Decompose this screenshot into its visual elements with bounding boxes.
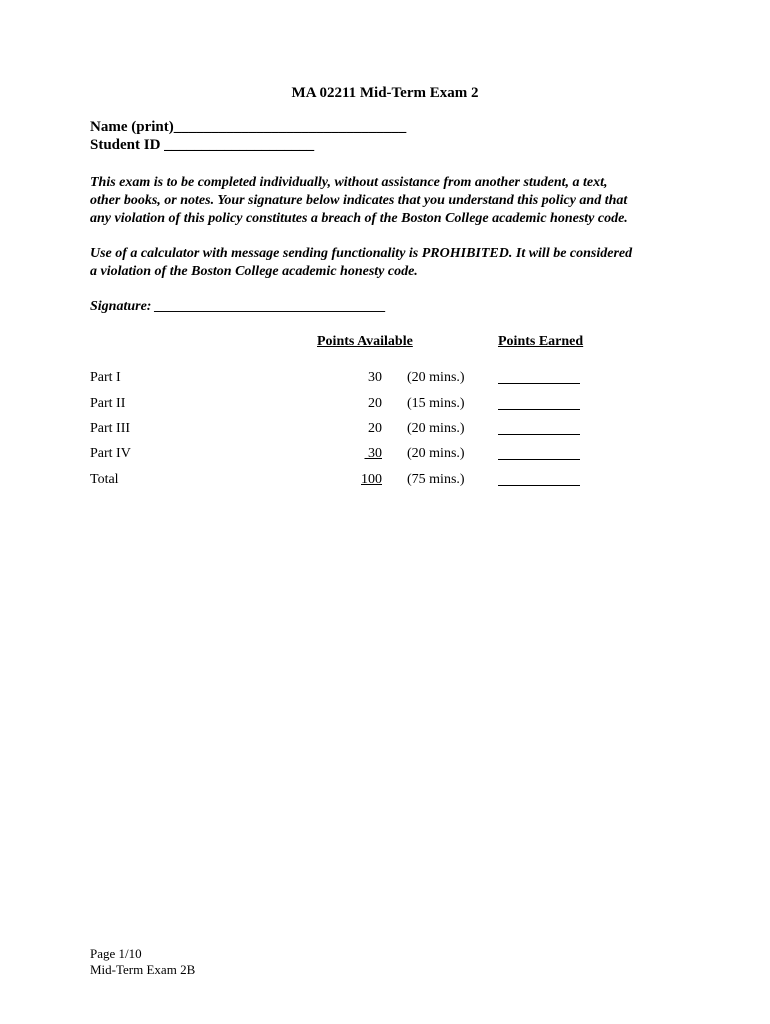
student-id-field: Student ID ____________________ — [90, 137, 315, 153]
points-earned-blank — [498, 383, 580, 384]
policy-line: This exam is to be completed individually, without assistance from another student, a text, — [90, 175, 608, 190]
points-earned-blank — [498, 409, 580, 410]
calculator-line: a violation of the Boston College academic honesty code. — [90, 264, 418, 279]
calculator-policy-paragraph — [90, 245, 690, 281]
part-points: 30 — [368, 370, 382, 385]
honesty-policy-paragraph — [90, 174, 690, 228]
exam-title: MA 02211 Mid-Term Exam 2 — [291, 85, 479, 101]
points-earned-header: Points Earned — [498, 334, 584, 349]
part-points: 20 — [368, 421, 382, 436]
policy-line: other books, or notes. Your signature below indicates that you understand this policy and that — [90, 193, 628, 208]
part-label: Part IV — [90, 446, 131, 461]
part-label: Part II — [90, 396, 126, 411]
points-available-header: Points Available — [317, 334, 413, 349]
part-points: 20 — [368, 396, 382, 411]
policy-line: any violation of this policy constitutes a breach of the Boston College academic honesty code. — [90, 211, 628, 226]
part-time: (15 mins.) — [407, 396, 465, 411]
exam-version: Mid-Term Exam 2B — [90, 962, 196, 977]
part-label: Part III — [90, 421, 131, 436]
total-time: (75 mins.) — [407, 472, 465, 487]
part-label: Part I — [90, 370, 121, 385]
part-time: (20 mins.) — [407, 370, 465, 385]
page-number: Page 1/10 — [90, 946, 142, 961]
part-points: 30 — [364, 446, 382, 461]
part-time: (20 mins.) — [407, 421, 465, 436]
points-earned-blank — [498, 434, 580, 435]
calculator-line: Use of a calculator with message sending functionality is PROHIBITED. It will be considered — [90, 246, 633, 261]
signature-field: Signature: _________________________________ — [90, 299, 386, 314]
total-earned-blank — [498, 485, 580, 486]
total-label: Total — [90, 472, 119, 487]
total-points: 100 — [361, 472, 382, 487]
points-earned-blank — [498, 459, 580, 460]
name-field: Name (print)_______________________________ — [90, 119, 407, 135]
part-time: (20 mins.) — [407, 446, 465, 461]
